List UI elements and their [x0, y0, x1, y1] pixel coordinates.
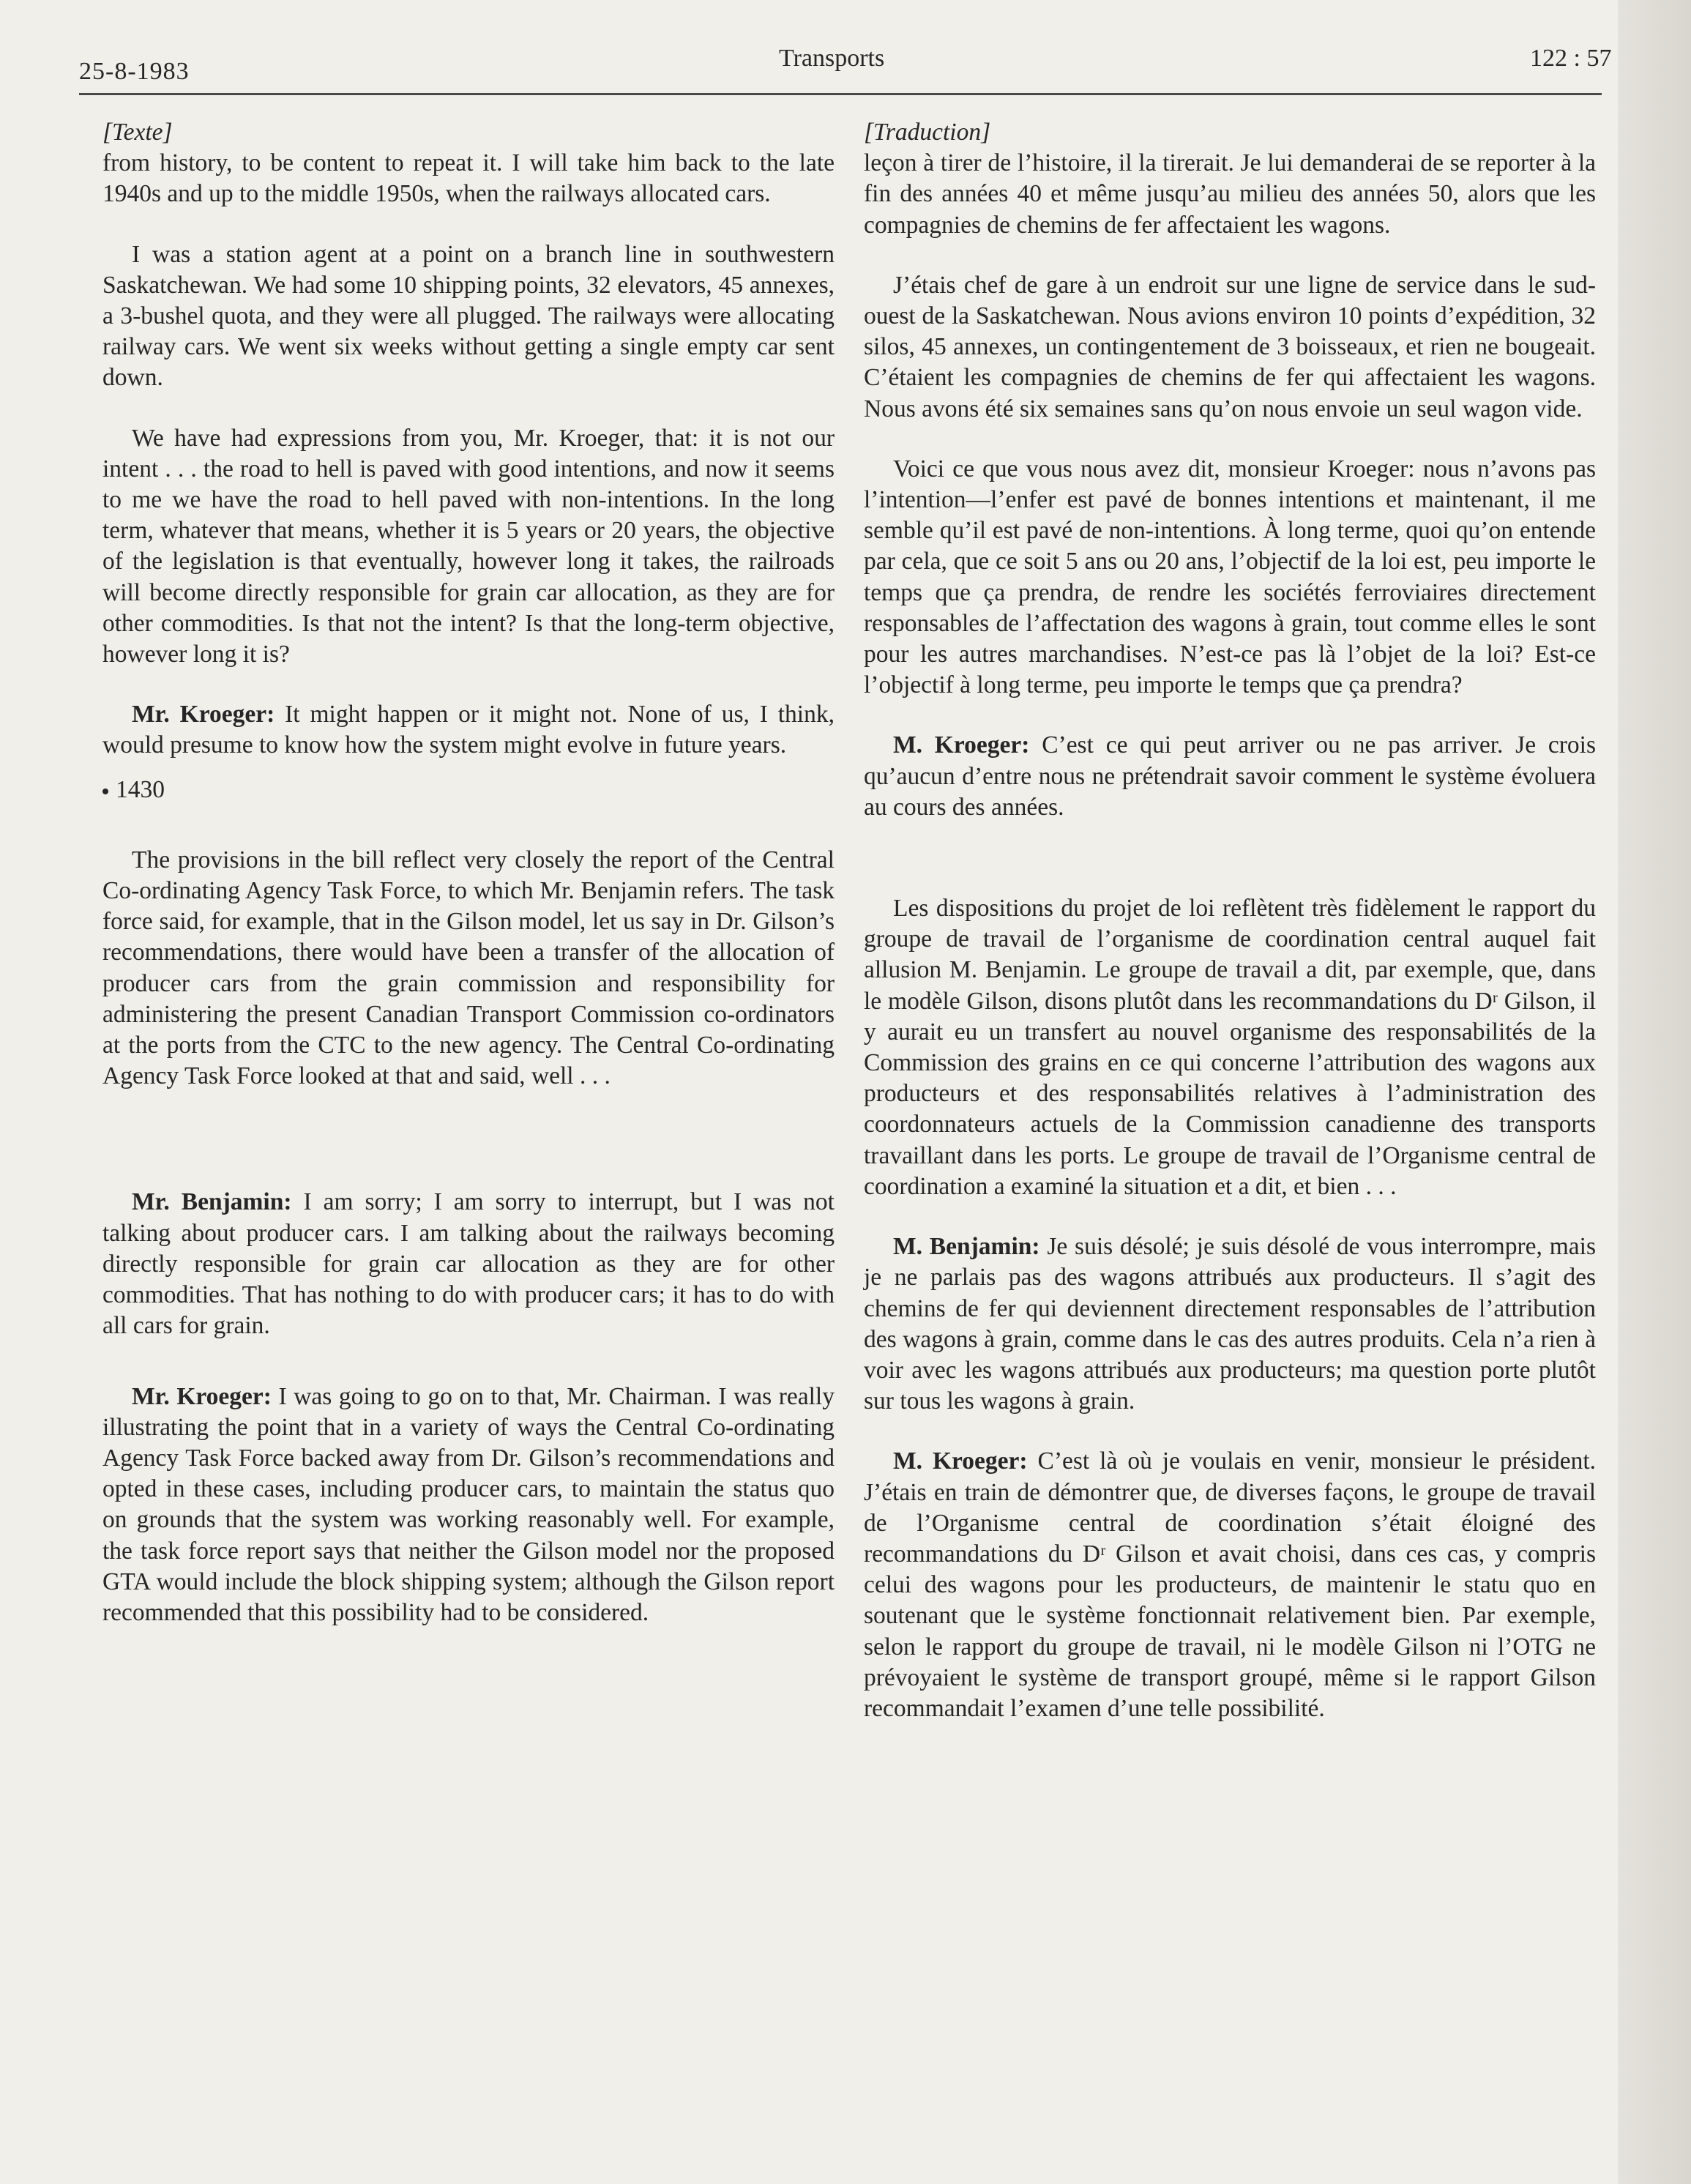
time-mark — [102, 775, 835, 805]
speaker-paragraph — [864, 1446, 1596, 1724]
bullet-icon — [102, 789, 108, 794]
paragraph: Les dispositions du projet de loi reflètent très fidèlement le rapport du groupe de travail de l’organisme de coordination central auquel fait allusion M. Benjamin. Le groupe de travail a dit, par exemple, que, dans le modèle Gilson, disons plutôt dans les recommandations du Dʳ Gilson, il y aurait eu un transfert au nouvel organisme des responsabilités de la Commission des grains en ce qui concerne l’attribution des wagons aux producteurs et des responsabilités relatives à l’administration des coordonnateurs actuels de la Commission canadienne des transports travaillant dans les ports. Le groupe de travail de l’Organisme central de coordination a examiné la situation et a dit, et bien . . . — [864, 895, 1596, 1200]
speaker-text: I am sorry; I am sorry to interrupt, but I was not talking about producer cars. I am talking about the railways becoming directly responsible for grain car allocation as they are for other commodities. That has nothing to do with producer cars; it has to do with all cars for grain. — [102, 1188, 835, 1340]
speaker-paragraph — [864, 730, 1596, 823]
paragraph: The provisions in the bill reflect very closely the report of the Central Co-ordinating Agency Task Force, to which Mr. Benjamin refers. The task force said, for example, that in the Gilson model, let us say in Dr. Gilson’s recommendations, there would have been a transfer of the allocation of producer cars from the grain commission and responsibility for administering the present Canadian Transport Commission co-ordinators at the ports from the CTC to the new agency. The Central Co-ordinating Agency Task Force looked at that and said, well . . . — [102, 846, 835, 1090]
speaker-name: M. Kroeger: — [893, 1447, 1028, 1475]
french-column — [864, 117, 1596, 1724]
speaker-paragraph — [102, 1187, 835, 1341]
english-column — [102, 117, 835, 1628]
speaker-paragraph — [102, 1382, 835, 1629]
speaker-text: Je suis désolé; je suis désolé de vous interrompre, mais je ne parlais pas des wagons attribués aux producteurs. Il s’agit des chemins de fer qui deviennent directement responsables de l’attribution des wagons à grain, comme dans le cas des autres produits. Cela n’a rien à voir avec les wagons attribués aux producteurs; ma question porte plutôt sur tous les wagons à grain. — [864, 1233, 1596, 1415]
language-tag: [Traduction] — [864, 119, 991, 146]
speaker-text: C’est là où je voulais en venir, monsieur le président. J’étais en train de démontrer que, de diverses façons, le groupe de travail de l’Organisme central de coordination s’était éloigné des recommandations du Dʳ Gilson et avait choisi, dans ces cas, y compris celui des wagons pour les producteurs, de maintenir le statu quo en soutenant que le système fonctionnait relativement bien. Par exemple, selon le rapport du groupe de travail, ni le modèle Gilson ni l’OTG ne prévoyaient le système de transport groupé, même si le rapport Gilson recommandait l’examen d’une telle possibilité. — [864, 1447, 1597, 1722]
header-rule — [79, 93, 1602, 95]
speaker-name: Mr. Benjamin: — [132, 1188, 292, 1216]
time-mark-value: 1430 — [116, 775, 165, 803]
speaker-name: Mr. Kroeger: — [132, 1382, 272, 1410]
speaker-text: C’est ce qui peut arriver ou ne pas arriver. Je crois qu’aucun d’entre nous ne prétendrait savoir comment le système évoluera au cours des années. — [864, 731, 1596, 821]
page-header — [0, 40, 1618, 84]
paragraph: Voici ce que vous nous avez dit, monsieur Kroeger: nous n’avons pas l’intention—l’enfer est pavé de bonnes intentions et maintenant, il me semble qu’il est pavé de non-intentions. À long terme, quoi qu’on entende par cela, que ce soit 5 ans ou 20 ans, l’objectif de la loi est, peu importe le temps que ça prendra, de rendre les sociétés ferroviaires directement responsables de l’affectation des wagons à grain, tout comme elles le sont pour les autres marchandises. N’est-ce pas là l’objet de la loi? Est-ce l’objectif à long terme, peu importe le temps que ça prendra? — [864, 455, 1596, 699]
paragraph: J’étais chef de gare à un endroit sur une ligne de service dans le sud-ouest de la Saskatchewan. Nous avions environ 10 points d’expédition, 32 silos, 45 annexes, un contingentement de 3 boisseaux, et rien ne bougeait. C’étaient les compagnies de chemins de fer qui affectaient les wagons. Nous avons été six semaines sans qu’on nous envoie un seul wagon vide. — [864, 271, 1596, 422]
speaker-text: It might happen or it might not. None of us, I think, would presume to know how the system might evolve in future years. — [102, 701, 835, 759]
paragraph: We have had expressions from you, Mr. Kroeger, that: it is not our intent . . . the road to hell is paved with good intentions, and now it seems to me we have the road to hell paved with non-intentions. In the long term, whatever that means, whether it is 5 years or 20 years, the objective of the legislation is that eventually, however long it takes, the railroads will become directly responsible for grain car allocation, as they are for other commodities. Is that not the intent? Is that the long-term objective, however long it is? — [102, 424, 835, 668]
paragraph: leçon à tirer de l’histoire, il la tirerait. Je lui demanderai de se reporter à la fin des années 40 et même jusqu’au milieu des années 50, alors que les compagnies de chemins de fer affectaient les wagons. — [864, 149, 1596, 239]
paragraph: from history, to be content to repeat it. I will take him back to the late 1940s and up to the middle 1950s, when the railways allocated cars. — [102, 149, 835, 208]
speaker-name: Mr. Kroeger: — [132, 701, 275, 728]
page-edge — [1618, 0, 1691, 2184]
paragraph: I was a station agent at a point on a branch line in southwestern Saskatchewan. We had some 10 shipping points, 32 elevators, 45 annexes, a 3-bushel quota, and they were all plugged. The railways were allocating railway cars. We went six weeks without getting a single empty car sent down. — [102, 240, 835, 392]
language-tag: [Texte] — [102, 119, 173, 146]
speaker-name: M. Kroeger: — [893, 731, 1030, 759]
speaker-text: I was going to go on to that, Mr. Chairman. I was really illustrating the point that in a variety of ways the Central Co-ordinating Agency Task Force backed away from Dr. Gilson’s recommendations and opted in these cases, including producer cars, to maintain the status quo on grounds that the system was working reasonably well. For example, the task force report says that neither the Gilson model nor the proposed GTA would include the block shipping system; although the Gilson report recommended that this possibility had to be considered. — [102, 1382, 835, 1626]
header-date: 25-8-1983 — [79, 58, 190, 85]
speaker-paragraph — [864, 1231, 1596, 1417]
header-title: Transports — [779, 45, 885, 72]
speaker-name: M. Benjamin: — [893, 1233, 1040, 1261]
speaker-paragraph — [102, 699, 835, 761]
header-page-number: 122 : 57 — [1530, 45, 1612, 72]
